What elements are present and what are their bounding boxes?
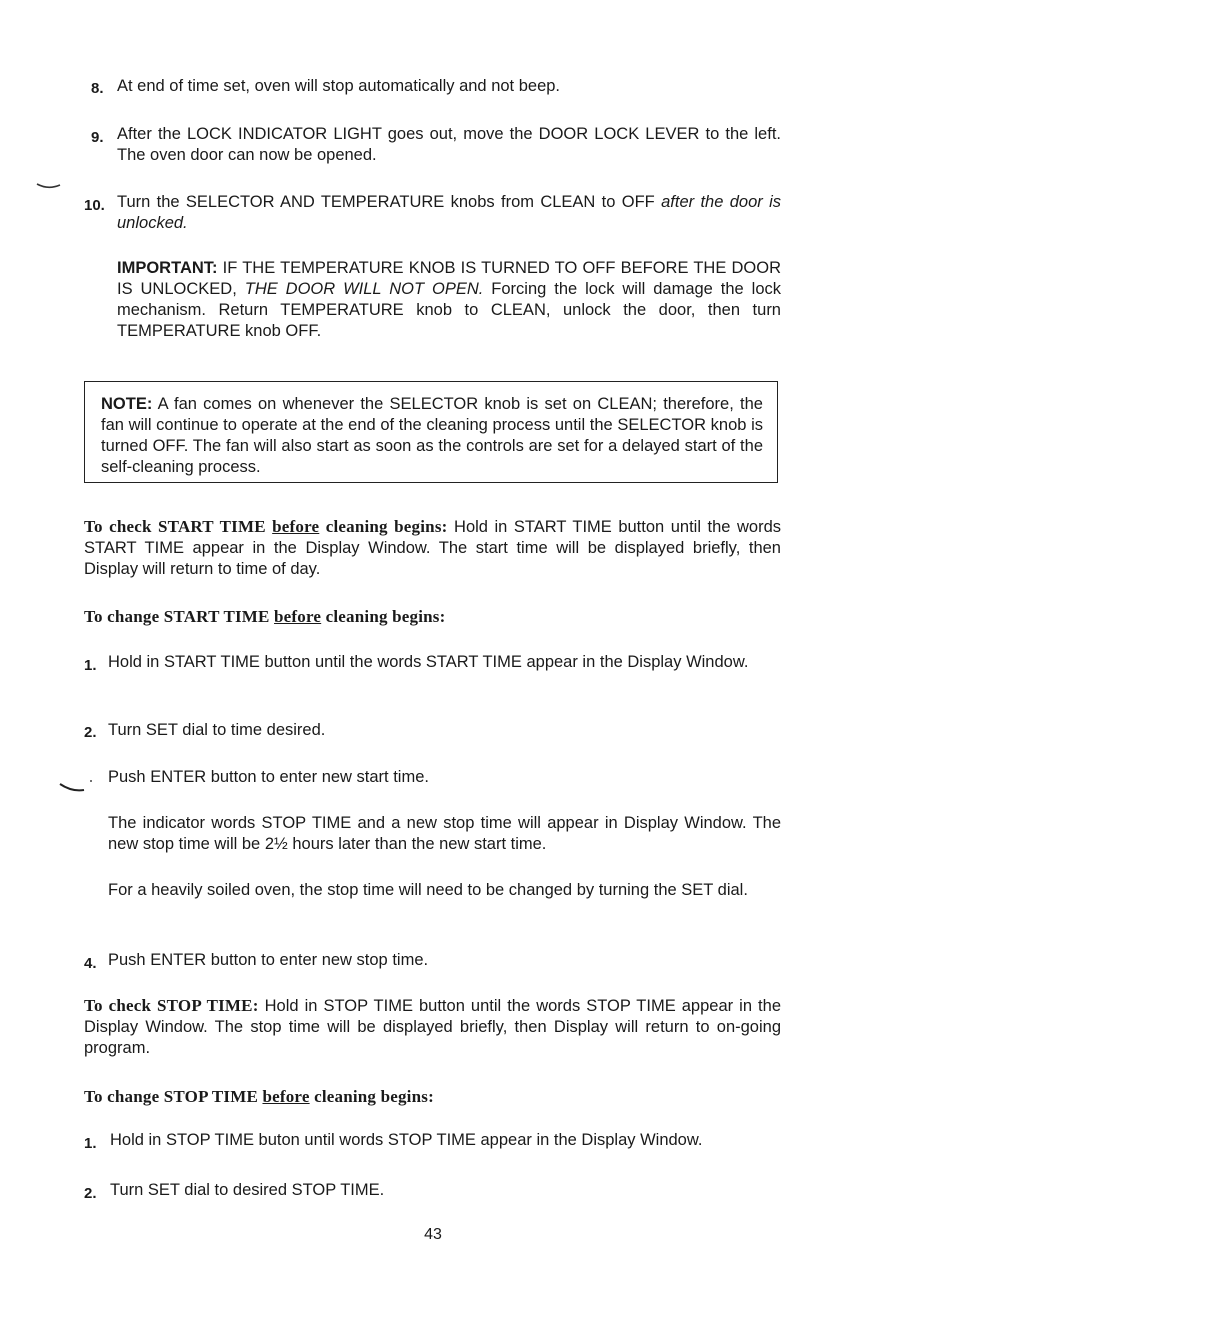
check-stop-text: Hold in STOP TIME button until the words STOP TIME appear in the Display Window. The stop time will be displayed briefly, then Display will return to on-going program.	[84, 997, 781, 1057]
check-start-paragraph	[84, 516, 781, 580]
important-italic: THE DOOR WILL NOT OPEN.	[244, 280, 484, 298]
scan-mark-icon	[36, 181, 62, 191]
step-text-plain: Turn the SELECTOR AND TEMPERATURE knobs from CLEAN to OFF	[117, 193, 662, 211]
step-number: 4.	[84, 955, 97, 972]
check-stop-paragraph	[84, 995, 781, 1059]
step-text: After the LOCK INDICATOR LIGHT goes out, move the DOOR LOCK LEVER to the left. The oven door can now be opened.	[117, 125, 781, 164]
check-start-heading-underlined: before	[272, 517, 320, 536]
change-stop-heading-1: To change STOP TIME	[84, 1087, 263, 1106]
step-number: 10.	[84, 197, 105, 214]
note-paragraph	[101, 394, 763, 478]
change-start-heading-2: cleaning begins:	[321, 607, 446, 626]
important-text-1: IF THE TEMPERATURE KNOB IS TURNED TO OFF BEFORE THE DOOR IS UNLOCKED,	[117, 259, 781, 298]
change-stop-heading-2: cleaning begins:	[309, 1087, 434, 1106]
change-stop-heading	[84, 1086, 781, 1108]
page-number: 43	[424, 1226, 442, 1243]
check-start-heading-2: cleaning begins:	[319, 517, 448, 536]
step-detail-text: For a heavily soiled oven, the stop time will need to be changed by turning the SET dial.	[108, 881, 748, 899]
step-text	[117, 192, 781, 234]
change-start-heading-1: To change START TIME	[84, 607, 275, 626]
important-text-2: Forcing the lock will damage the lock mechanism. Return TEMPERATURE knob to CLEAN, unlock the door, then turn TEMPERATURE knob OFF.	[117, 280, 781, 340]
change-stop-heading-underlined: before	[262, 1087, 310, 1106]
check-start-heading-1: To check START TIME	[84, 517, 273, 536]
change-start-heading	[84, 606, 781, 628]
step-text: Turn SET dial to time desired.	[108, 721, 326, 739]
step-text: Push ENTER button to enter new start time.	[108, 768, 429, 786]
change-start-heading-underlined: before	[274, 607, 322, 626]
check-start-text: Hold in START TIME button until the words START TIME appear in the Display Window. The start time will be displayed briefly, then Display will return to time of day.	[84, 518, 781, 578]
step-text: Push ENTER button to enter new stop time.	[108, 951, 429, 969]
step-text: Hold in START TIME button until the words START TIME appear in the Display Window.	[108, 653, 749, 671]
step-number: 9.	[91, 129, 104, 146]
important-label: IMPORTANT:	[117, 259, 218, 277]
step-number: 2.	[84, 1185, 97, 1202]
step-text-italic: after the door is unlocked.	[117, 193, 781, 232]
note-label: NOTE:	[101, 395, 153, 413]
scan-mark-icon	[58, 770, 94, 796]
step-number: 8.	[91, 80, 104, 97]
step-detail-text: The indicator words STOP TIME and a new stop time will appear in Display Window. The new stop time will be 2½ hours later than the new start time.	[108, 814, 781, 853]
note-text: A fan comes on whenever the SELECTOR knob is set on CLEAN; therefore, the fan will continue to operate at the end of the cleaning process until the SELECTOR knob is turned OFF. The fan will also start as soon as the controls are set for a delayed start of the self-cleaning process.	[101, 395, 763, 476]
step-number: 1.	[84, 657, 97, 674]
step-text: Turn SET dial to desired STOP TIME.	[110, 1181, 385, 1199]
check-stop-heading: To check STOP TIME:	[84, 996, 259, 1015]
step-number: 1.	[84, 1135, 97, 1152]
step-text: At end of time set, oven will stop automatically and not beep.	[117, 77, 561, 95]
step-text: Hold in STOP TIME buton until words STOP TIME appear in the Display Window.	[110, 1131, 703, 1149]
step-number: 2.	[84, 724, 97, 741]
important-paragraph	[117, 258, 781, 342]
